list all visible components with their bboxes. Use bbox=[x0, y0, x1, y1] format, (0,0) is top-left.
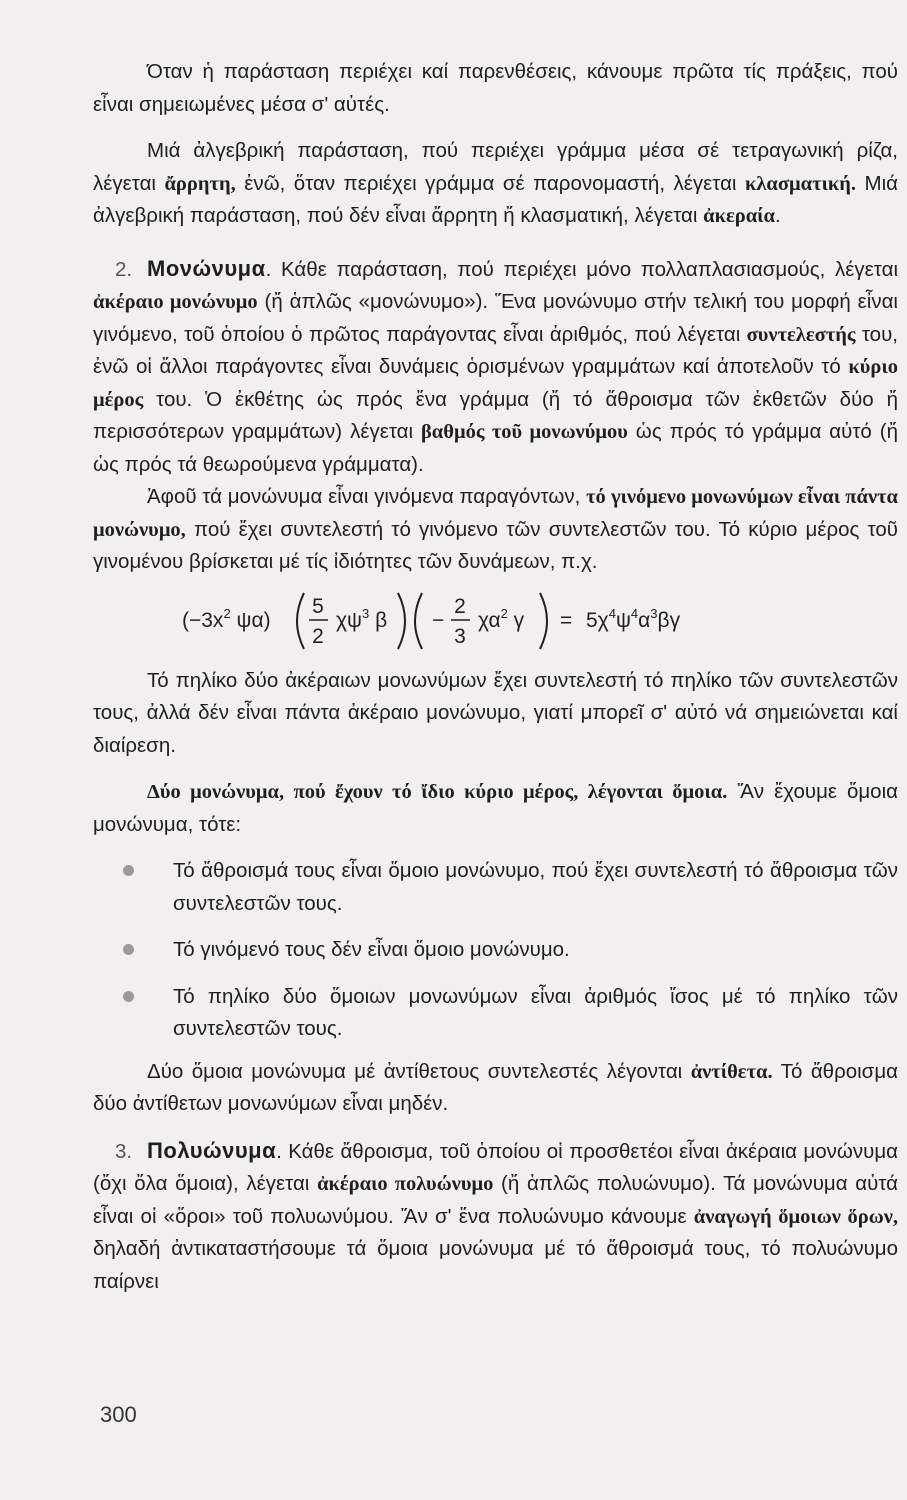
section-title: Μονώνυμα bbox=[147, 255, 266, 281]
page-number: 300 bbox=[100, 1402, 137, 1427]
text: Ἄν ἔχουμε ὅμοια μονώνυμα, τότε: bbox=[93, 780, 898, 836]
formula-factor-3: $\chi\alpha^2$ γ bbox=[477, 605, 524, 632]
section-polynomials bbox=[93, 1135, 898, 1299]
term-polynomial: ἀκέραιο πολυώνυμο bbox=[317, 1173, 494, 1195]
paragraph-parentheses: Όταν ἡ παράσταση περιέχει καί παρενθέσεις, κάνουμε πρῶτα τίς πράξεις, πού εἶναι σημειωμένες μέσα σ' αὐτές. bbox=[93, 60, 898, 116]
text: πού ἔχει συντελεστή τό γινόμενο τῶν συντελεστῶν του. Τό κύριο μέρος τοῦ γινομένου βρίσκεται μέ τίς ἰδιότητες τῶν δυνάμεων, π.χ. bbox=[93, 517, 898, 573]
paragraph-expression-types bbox=[93, 135, 898, 233]
section-number: 3. bbox=[115, 1139, 133, 1163]
term-opposite: ἀντίθετα. bbox=[690, 1060, 773, 1083]
text: . Κάθε παράσταση, πού περιέχει μόνο πολλαπλασιασμούς, λέγεται bbox=[265, 257, 898, 281]
frac2-numerator: 2 bbox=[453, 594, 466, 618]
term-reduction: ἀναγωγή ὅμοιων ὅρων, bbox=[693, 1205, 898, 1228]
text: ἐνῶ, ὅταν περιέχει γράμμα σέ παρονομαστή, λέγεται bbox=[235, 171, 745, 195]
text: Δύο ὅμοια μονώνυμα μέ ἀντίθετους συντελεστές λέγονται bbox=[147, 1059, 691, 1083]
text: του. Ὁ ἐκθέτης ὡς πρός ἕνα γράμμα (ἤ τό ἄθροισμα τῶν ἐκθετῶν δύο ἤ περισσότερων γραμμάτων) λέγεται bbox=[93, 387, 898, 443]
bullet-icon bbox=[123, 944, 134, 955]
formula-factor-2: $\chi\psi^3$ β bbox=[335, 605, 387, 632]
frac1-denominator: 2 bbox=[311, 624, 324, 648]
term-fractional: κλασματική. bbox=[744, 172, 857, 195]
section-number: 2. bbox=[115, 257, 133, 281]
text: Μιά ἀλγεβρική παράσταση, πού περιέχει γράμμα μέσα σέ τετραγωνική ρίζα, λέγεται bbox=[93, 139, 898, 195]
list-item bbox=[93, 981, 898, 1046]
bullet-icon bbox=[123, 865, 134, 876]
equals-sign: = bbox=[559, 608, 572, 632]
section-title: Πολυώνυμα bbox=[147, 1137, 277, 1163]
section-monomials bbox=[93, 253, 898, 482]
term-integral: ἀκεραία bbox=[703, 205, 775, 227]
bullet-text: Τό ἄθροισμά τους εἶναι ὅμοιο μονώνυμο, πού ἔχει συντελεστή τό ἄθροισμα τῶν συντελεστῶν τους. bbox=[173, 859, 898, 915]
right-paren bbox=[540, 593, 547, 649]
page-body bbox=[93, 56, 898, 1298]
term-coefficient: συντελεστής bbox=[746, 323, 856, 346]
text: . bbox=[774, 204, 781, 227]
text: (ἤ ἁπλῶς πολυώνυμο). Τά μονώνυμα αὐτά εἶναι οἱ «ὅροι» τοῦ πολυωνύμου. Ἄν σ' ἕνα πολυώνυμο κάνουμε bbox=[93, 1172, 899, 1228]
product-formula bbox=[93, 589, 898, 653]
term-irrational: ἄρρητη, bbox=[164, 172, 236, 195]
formula-svg bbox=[176, 589, 816, 653]
text: του, ἐνῶ οἱ ἄλλοι παράγοντες εἶναι δυνάμεις ὁρισμένων γραμμάτων καί ἀποτελοῦν τό bbox=[93, 322, 898, 378]
term-similar: Δύο μονώνυμα, πού ἔχουν τό ἴδιο κύριο μέρος, λέγονται ὅμοια. bbox=[147, 781, 728, 803]
text: . Κάθε ἄθροισμα, τοῦ ὁποίου οἱ προσθετέοι εἶναι ἀκέραια μονώνυμα (ὄχι ὅλα ὅμοια), λέγεται bbox=[93, 1139, 898, 1195]
term-monomial: ἀκέραιο μονώνυμο bbox=[93, 291, 258, 313]
formula-result: $5\chi^4\psi^4\alpha^3\beta\gamma$ bbox=[585, 605, 680, 632]
term-degree: βαθμός τοῦ μονωνύμου bbox=[421, 421, 628, 443]
text: Ἀφοῦ τά μονώνυμα εἶναι γινόμενα παραγόντων, bbox=[147, 485, 587, 508]
text: Μιά ἀλγεβρική παράσταση, πού δέν εἶναι ἄρρητη ἤ κλασματική, λέγεται bbox=[93, 171, 898, 227]
paragraph-similar bbox=[93, 776, 898, 841]
text: ὡς πρός τό γράμμα αὐτό (ἤ ὡς πρός τά θεωρούμενα γράμματα). bbox=[93, 420, 898, 476]
paragraph-opposite bbox=[93, 1056, 898, 1121]
formula-factor-1: ($-3x^2$ ψα) bbox=[181, 605, 271, 632]
paragraph-quotient: Τό πηλίκο δύο ἀκέραιων μονωνύμων ἔχει συντελεστή τό πηλίκο τῶν συντελεστῶν τους, ἀλλά δέν εἶναι πάντα ἀκέραιο μονώνυμο, γιατί μπορεῖ σ' αὐτό νά σημειώνεται καί διαίρεση. bbox=[93, 668, 898, 757]
frac1-numerator: 5 bbox=[311, 594, 324, 618]
bullet-icon bbox=[123, 991, 134, 1002]
text: (ἤ ἁπλῶς «μονώνυμο»). Ἕνα μονώνυμο στήν τελική του μορφή εἶναι γινόμενο, τοῦ ὁποίου ὁ πρῶτος παράγοντας εἶναι ἀριθμός, πού λέγεται bbox=[93, 290, 898, 346]
bullet-text: Τό γινόμενό τους δέν εἶναι ὅμοιο μονώνυμο. bbox=[173, 938, 570, 961]
bullet-text: Τό πηλίκο δύο ὅμοιων μονωνύμων εἶναι ἀριθμός ἴσος μέ τό πηλίκο τῶν συντελεστῶν τους. bbox=[173, 984, 898, 1040]
left-paren bbox=[415, 593, 422, 649]
left-paren bbox=[297, 593, 304, 649]
list-item bbox=[93, 855, 898, 920]
right-paren bbox=[398, 593, 405, 649]
list-item bbox=[93, 934, 898, 967]
text: δηλαδή ἀντικαταστήσουμε τά ὅμοια μονώνυμα μέ τό ἄθροισμά τους, τό πολυώνυμο παίρνει bbox=[93, 1237, 898, 1293]
paragraph-product bbox=[93, 481, 898, 579]
minus-sign: − bbox=[431, 608, 444, 632]
term-main-part: κύριο μέρος bbox=[93, 356, 898, 411]
text: Τό ἄθροισμα δύο ἀντίθετων μονωνύμων εἶναι μηδέν. bbox=[93, 1059, 898, 1115]
frac2-denominator: 3 bbox=[453, 624, 466, 648]
term-product-rule: τό γινόμενο μονωνύμων εἶναι πάντα μονώνυμο, bbox=[93, 486, 898, 541]
